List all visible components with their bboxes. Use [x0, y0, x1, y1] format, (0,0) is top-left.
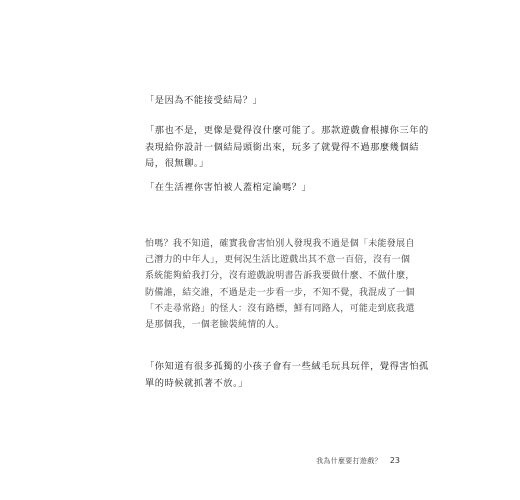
text-line: 己潛力的中年人」，更何況生活比遊戲出其不意一百倍，沒有一個 [145, 255, 411, 266]
page-footer [300, 456, 400, 466]
text-line: 「那也不是，更像是覺得沒什麼可能了。那款遊戲會根據你三年的 [145, 125, 429, 136]
text-line: 是那個我，一個老臉裝純情的人。 [145, 320, 285, 331]
page-number: 23 [389, 456, 400, 465]
running-title: 我為什麼要打遊戲？ [316, 457, 382, 465]
text-line: 單的時候就抓著不放。」 [145, 377, 249, 389]
text-line: 「不走尋常路」的怪人：沒有路標，鮮有同路人，可能走到底我還 [145, 303, 415, 314]
dialogue-answer-ending [145, 123, 429, 173]
dialogue-question-ending [145, 93, 395, 110]
text-line: 「你知道有很多孤獨的小孩子會有一些絨毛玩具玩伴，覺得害怕孤 [145, 361, 429, 372]
dialogue-question-judgement [145, 180, 395, 197]
narrative-paragraph [145, 236, 415, 333]
text-line: 「在生活裡你害怕被人蓋棺定論嗎？」 [145, 182, 312, 193]
text-line: 「是因為不能接受結局？」 [145, 95, 263, 106]
text-line: 防備誰，結交誰，不過是走一步看一步，不知不覺，我混成了一個 [145, 287, 415, 298]
text-line: 系統能夠給我打分，沒有遊戲說明書告訴我要做什麼、不做什麼， [145, 271, 415, 282]
text-line: 怕嗎？我不知道，確實我會害怕別人發現我不過是個「未能發展自 [145, 239, 415, 249]
text-line: 局，很無聊。」 [145, 158, 209, 169]
dialogue-plush-toys [145, 359, 429, 392]
text-line: 表現給你設計一個結局頭銜出來，玩多了就覺得不過那麼幾個結 [145, 141, 420, 153]
